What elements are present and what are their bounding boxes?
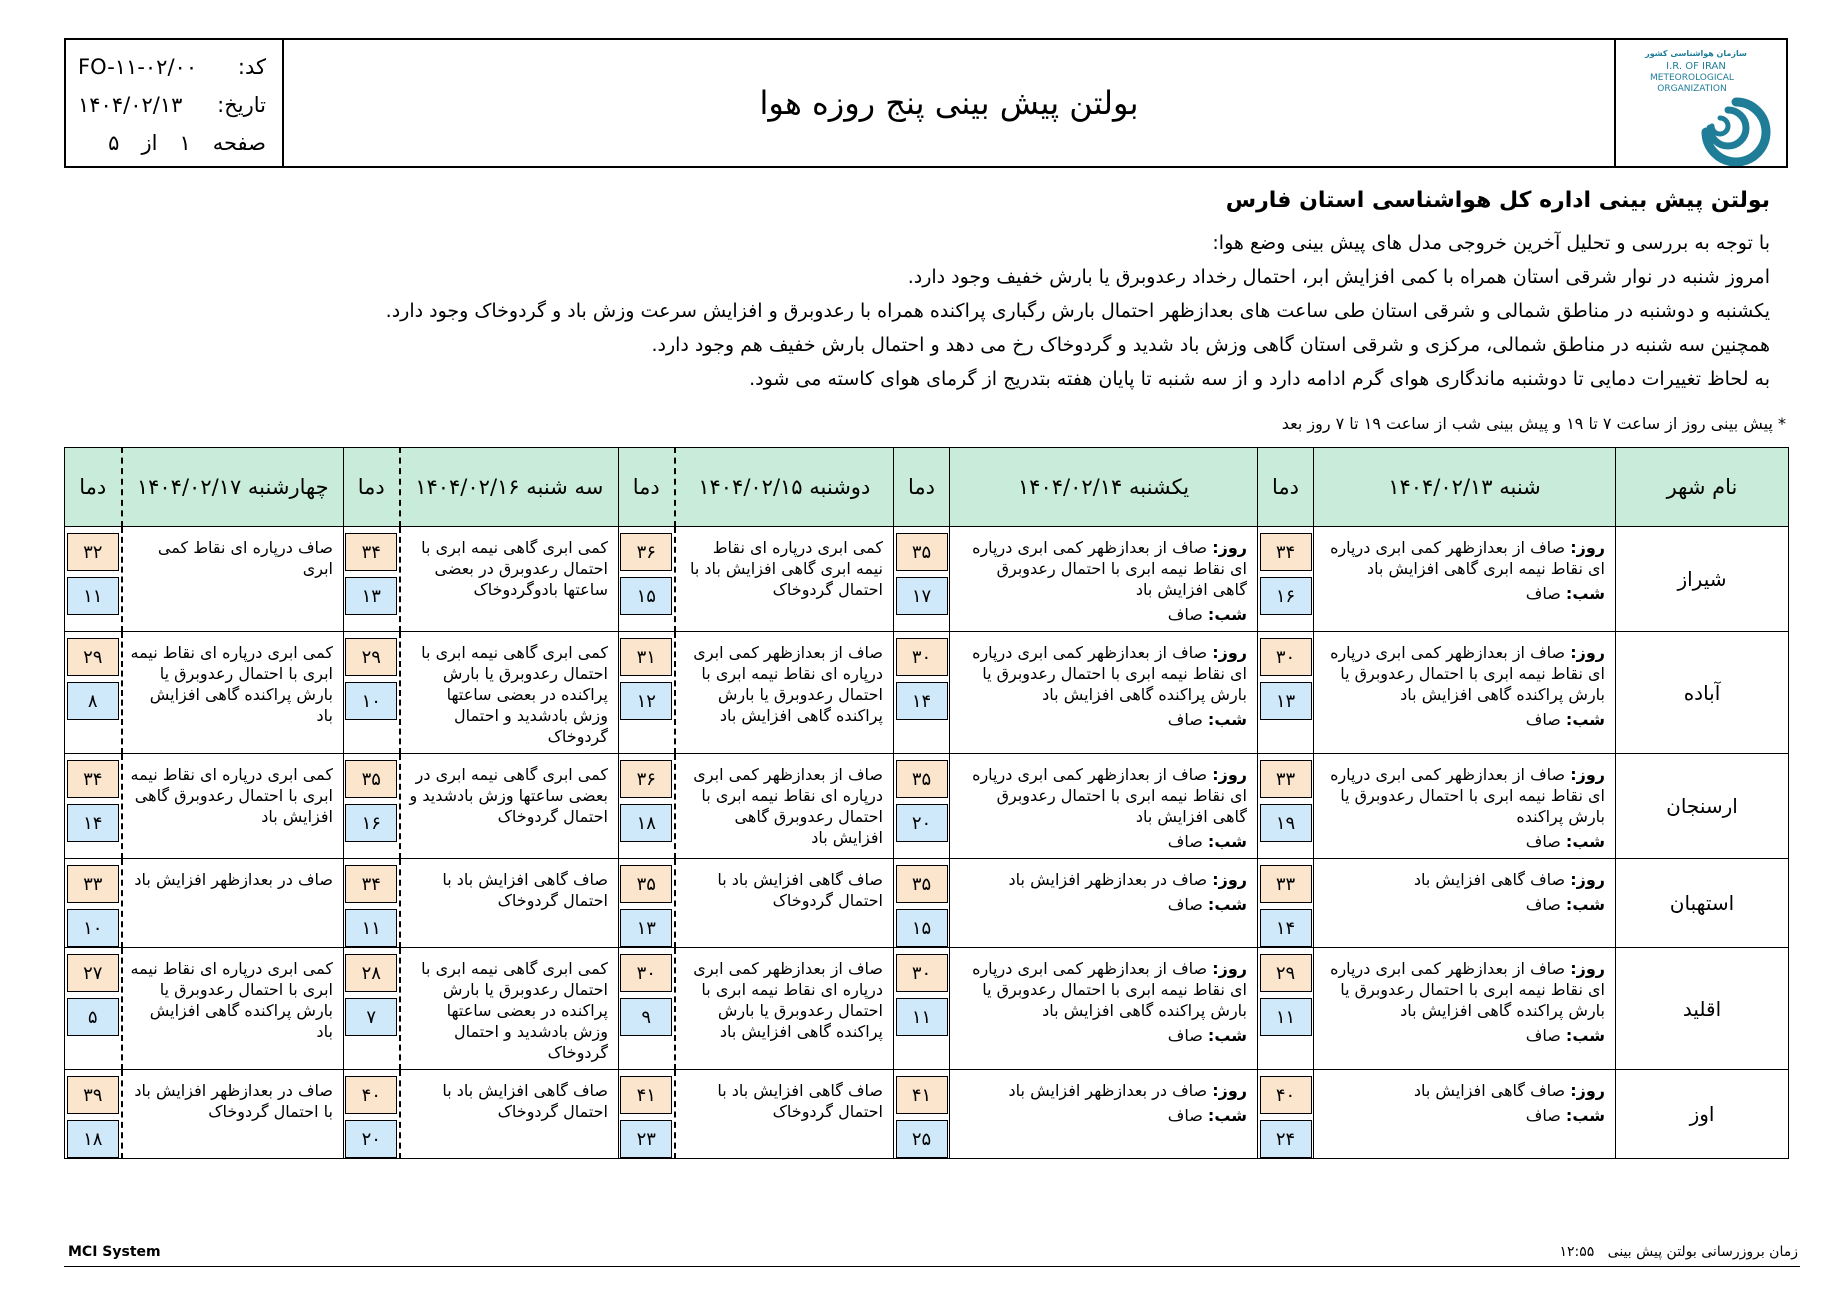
document-header bbox=[64, 38, 1788, 168]
day-forecast-text: صاف از بعدازظهر کمی ابری درپاره ای نقاط نیمه ابری با احتمال رعدوبرق گاهی افزایش باد bbox=[972, 765, 1247, 826]
d1-forecast bbox=[1314, 527, 1616, 632]
forecast-text: کمی ابری درپاره ای نقاط نیمه ابری با احتمال رعدوبرق گاهی افزایش باد bbox=[130, 765, 333, 826]
date-label: تاریخ: bbox=[217, 93, 266, 117]
max-temp: ۳۱ bbox=[620, 638, 672, 676]
night-forecast-text: صاف bbox=[1167, 832, 1203, 851]
day3-header: دوشنبه ۱۴۰۴/۰۲/۱۵ bbox=[675, 448, 894, 527]
day-forecast-text: صاف از بعدازظهر کمی ابری درپاره ای نقاط نیمه ابری با احتمال رعدوبرق یا بارش پراکنده bbox=[1330, 765, 1605, 826]
code-value: FO-۱۱-۰۲/۰۰ bbox=[78, 55, 198, 79]
max-temp: ۴۰ bbox=[1260, 1076, 1312, 1114]
d5-forecast bbox=[122, 632, 344, 754]
footer-system: MCI System bbox=[68, 1244, 161, 1260]
d1-forecast bbox=[1314, 632, 1616, 754]
d2-temperature bbox=[894, 754, 950, 859]
d2-temperature bbox=[894, 948, 950, 1070]
table-row bbox=[65, 754, 1789, 859]
d1-forecast bbox=[1314, 948, 1616, 1070]
d1-forecast bbox=[1314, 754, 1616, 859]
date-value: ۱۴۰۴/۰۲/۱۳ bbox=[78, 93, 183, 117]
day-label: روز: bbox=[1570, 1081, 1605, 1100]
max-temp: ۲۸ bbox=[345, 954, 397, 992]
page-title: بولتن پیش بینی پنج روزه هوا bbox=[759, 84, 1139, 122]
d3-forecast bbox=[675, 527, 894, 632]
max-temp: ۳۵ bbox=[620, 865, 672, 903]
night-forecast-text: صاف bbox=[1525, 584, 1561, 603]
day2-temp-header: دما bbox=[894, 448, 950, 527]
night-forecast-text: صاف bbox=[1525, 1026, 1561, 1045]
d3-forecast bbox=[675, 948, 894, 1070]
d1-temperature bbox=[1258, 754, 1314, 859]
min-temp: ۱۰ bbox=[67, 909, 119, 947]
bulletin-heading: بولتن پیش بینی اداره کل هواشناسی استان فارس bbox=[1225, 188, 1770, 213]
d1-temperature bbox=[1258, 632, 1314, 754]
d2-forecast bbox=[950, 632, 1258, 754]
min-temp: ۱۶ bbox=[1260, 577, 1312, 615]
d4-temperature bbox=[344, 1070, 400, 1159]
day-forecast-text: صاف از بعدازظهر کمی ابری درپاره ای نقاط نیمه ابری با احتمال رعدوبرق یا بارش پراکنده گاهی افزایش باد bbox=[972, 959, 1247, 1020]
logo-text-en-3: ORGANIZATION bbox=[1657, 84, 1727, 94]
d1-forecast bbox=[1314, 1070, 1616, 1159]
d4-forecast bbox=[400, 527, 619, 632]
night-forecast-text: صاف bbox=[1167, 605, 1203, 624]
d2-forecast bbox=[950, 754, 1258, 859]
forecast-text: صاف گاهی افزایش باد با احتمال گردوخاک bbox=[717, 1081, 883, 1121]
max-temp: ۳۰ bbox=[896, 954, 948, 992]
max-temp: ۳۵ bbox=[896, 760, 948, 798]
day-forecast-text: صاف از بعدازظهر کمی ابری درپاره ای نقاط نیمه ابری با احتمال رعدوبرق یا بارش پراکنده گاهی افزایش باد bbox=[972, 643, 1247, 704]
intro-paragraph-1: با توجه به بررسی و تحلیل آخرین خروجی مدل های پیش بینی وضع هوا: bbox=[1212, 232, 1770, 254]
day-label: روز: bbox=[1570, 538, 1605, 557]
min-temp: ۱۹ bbox=[1260, 804, 1312, 842]
d4-temperature bbox=[344, 632, 400, 754]
d3-forecast bbox=[675, 754, 894, 859]
d2-temperature bbox=[894, 632, 950, 754]
d5-temperature bbox=[65, 754, 122, 859]
d5-temperature bbox=[65, 948, 122, 1070]
forecast-time-note: * پیش بینی روز از ساعت ۷ تا ۱۹ و پیش بینی شب از ساعت ۱۹ تا ۷ روز بعد bbox=[1281, 414, 1786, 433]
max-temp: ۳۳ bbox=[1260, 865, 1312, 903]
document-meta bbox=[66, 40, 284, 166]
intro-paragraph-5: به لحاظ تغییرات دمایی تا دوشنبه ماندگاری هوای گرم ادامه دارد و از سه شنبه تا پایان هفته بتدریج از گرمای هوای کاسته می شود. bbox=[749, 368, 1770, 390]
forecast-text: کمی ابری درپاره ای نقاط نیمه ابری با احتمال رعدوبرق یا بارش پراکنده گاهی افزایش باد bbox=[130, 643, 333, 725]
d2-temperature bbox=[894, 1070, 950, 1159]
d3-temperature bbox=[619, 632, 675, 754]
d3-temperature bbox=[619, 948, 675, 1070]
city-name: اقلید bbox=[1616, 948, 1789, 1070]
update-time: ۱۲:۵۵ bbox=[1559, 1244, 1595, 1260]
max-temp: ۳۴ bbox=[67, 760, 119, 798]
forecast-text: کمی ابری گاهی نیمه ابری با احتمال رعدوبرق یا بارش پراکنده در بعضی ساعتها وزش بادشدید و احتمال گردوخاک bbox=[421, 959, 608, 1062]
city-name: شیراز bbox=[1616, 527, 1789, 632]
min-temp: ۸ bbox=[67, 682, 119, 720]
max-temp: ۲۷ bbox=[67, 954, 119, 992]
day-forecast-text: صاف از بعدازظهر کمی ابری درپاره ای نقاط نیمه ابری با احتمال رعدوبرق یا بارش پراکنده گاهی افزایش باد bbox=[1330, 959, 1605, 1020]
d1-temperature bbox=[1258, 1070, 1314, 1159]
forecast-table bbox=[64, 447, 1789, 1159]
d2-temperature bbox=[894, 859, 950, 948]
min-temp: ۲۰ bbox=[896, 804, 948, 842]
d5-temperature bbox=[65, 859, 122, 948]
day-label: روز: bbox=[1570, 870, 1605, 889]
night-label: شب: bbox=[1207, 1106, 1247, 1125]
day-forecast-text: صاف در بعدازظهر افزایش باد bbox=[1008, 1081, 1208, 1100]
day4-header: سه شنبه ۱۴۰۴/۰۲/۱۶ bbox=[400, 448, 619, 527]
city-name: اوز bbox=[1616, 1070, 1789, 1159]
day-forecast-text: صاف در بعدازظهر افزایش باد bbox=[1008, 870, 1208, 889]
d2-temperature bbox=[894, 527, 950, 632]
night-forecast-text: صاف bbox=[1167, 1026, 1203, 1045]
night-forecast-text: صاف bbox=[1167, 895, 1203, 914]
min-temp: ۲۵ bbox=[896, 1120, 948, 1158]
min-temp: ۹ bbox=[620, 998, 672, 1036]
night-forecast-text: صاف bbox=[1525, 832, 1561, 851]
footer-divider bbox=[64, 1266, 1800, 1267]
min-temp: ۷ bbox=[345, 998, 397, 1036]
max-temp: ۳۰ bbox=[896, 638, 948, 676]
d4-forecast bbox=[400, 754, 619, 859]
logo-text-en-1: I.R. OF IRAN bbox=[1666, 61, 1726, 72]
day-label: روز: bbox=[1212, 643, 1247, 662]
d1-temperature bbox=[1258, 948, 1314, 1070]
day-label: روز: bbox=[1212, 870, 1247, 889]
day5-temp-header: دما bbox=[65, 448, 122, 527]
min-temp: ۱۶ bbox=[345, 804, 397, 842]
min-temp: ۱۱ bbox=[896, 998, 948, 1036]
max-temp: ۴۰ bbox=[345, 1076, 397, 1114]
max-temp: ۲۹ bbox=[1260, 954, 1312, 992]
d4-forecast bbox=[400, 632, 619, 754]
code-label: کد: bbox=[237, 55, 266, 79]
forecast-text: صاف گاهی افزایش باد با احتمال گردوخاک bbox=[442, 1081, 608, 1121]
forecast-text: صاف گاهی افزایش باد با احتمال گردوخاک bbox=[717, 870, 883, 910]
forecast-text: صاف در بعدازظهر افزایش باد با احتمال گردوخاک bbox=[134, 1081, 333, 1121]
night-forecast-text: صاف bbox=[1525, 710, 1561, 729]
max-temp: ۳۶ bbox=[620, 760, 672, 798]
intro-paragraph-3: یکشنبه و دوشنبه در مناطق شمالی و شرقی استان طی ساعت های بعدازظهر احتمال بارش رگباری پراکنده همراه با رعدوبرق و افزایش سرعت وزش باد و گردوخاک وجود دارد. bbox=[385, 300, 1770, 322]
min-temp: ۱۳ bbox=[345, 577, 397, 615]
min-temp: ۱۷ bbox=[896, 577, 948, 615]
night-forecast-text: صاف bbox=[1525, 1106, 1561, 1125]
d5-forecast bbox=[122, 1070, 344, 1159]
forecast-text: کمی ابری درپاره ای نقاط نیمه ابری گاهی افزایش باد با احتمال گردوخاک bbox=[689, 538, 883, 599]
day2-header: یکشنبه ۱۴۰۴/۰۲/۱۴ bbox=[950, 448, 1258, 527]
day1-temp-header: دما bbox=[1258, 448, 1314, 527]
update-label: زمان بروزرسانی بولتن پیش بینی bbox=[1607, 1244, 1798, 1260]
forecast-text: کمی ابری گاهی نیمه ابری با احتمال رعدوبرق در بعضی ساعتها بادوگردوخاک bbox=[421, 538, 608, 599]
night-label: شب: bbox=[1565, 710, 1605, 729]
day-forecast-text: صاف از بعدازظهر کمی ابری درپاره ای نقاط نیمه ابری گاهی افزایش باد bbox=[1330, 538, 1605, 578]
footer-update bbox=[1560, 1244, 1799, 1260]
table-row bbox=[65, 527, 1789, 632]
organization-logo bbox=[1614, 40, 1786, 166]
d1-temperature bbox=[1258, 527, 1314, 632]
night-forecast-text: صاف bbox=[1525, 895, 1561, 914]
page-of: از bbox=[141, 131, 158, 155]
d4-forecast bbox=[400, 948, 619, 1070]
day3-temp-header: دما bbox=[619, 448, 675, 527]
max-temp: ۳۴ bbox=[1260, 533, 1312, 571]
max-temp: ۳۶ bbox=[620, 533, 672, 571]
night-label: شب: bbox=[1207, 710, 1247, 729]
max-temp: ۲۹ bbox=[67, 638, 119, 676]
min-temp: ۱۱ bbox=[1260, 998, 1312, 1036]
d3-temperature bbox=[619, 859, 675, 948]
page-label: صفحه bbox=[212, 131, 266, 155]
meteorological-organization-logo-icon bbox=[1616, 40, 1784, 166]
min-temp: ۱۵ bbox=[620, 577, 672, 615]
day-label: روز: bbox=[1212, 538, 1247, 557]
d5-forecast bbox=[122, 859, 344, 948]
page-current: ۱ bbox=[179, 131, 191, 155]
min-temp: ۱۱ bbox=[345, 909, 397, 947]
forecast-text: کمی ابری گاهی نیمه ابری در بعضی ساعتها وزش بادشدید و احتمال گردوخاک bbox=[409, 765, 608, 826]
table-row bbox=[65, 1070, 1789, 1159]
d4-temperature bbox=[344, 754, 400, 859]
d5-forecast bbox=[122, 527, 344, 632]
min-temp: ۲۳ bbox=[620, 1120, 672, 1158]
max-temp: ۲۹ bbox=[345, 638, 397, 676]
max-temp: ۴۱ bbox=[896, 1076, 948, 1114]
day-label: روز: bbox=[1212, 765, 1247, 784]
night-label: شب: bbox=[1565, 895, 1605, 914]
d5-forecast bbox=[122, 754, 344, 859]
city-name: آباده bbox=[1616, 632, 1789, 754]
d5-temperature bbox=[65, 632, 122, 754]
intro-paragraph-2: امروز شنبه در نوار شرقی استان همراه با کمی افزایش ابر، احتمال رخداد رعدوبرق یا بارش خفیف وجود دارد. bbox=[907, 266, 1770, 288]
d3-forecast bbox=[675, 859, 894, 948]
day-label: روز: bbox=[1212, 1081, 1247, 1100]
table-header-row bbox=[65, 448, 1789, 527]
max-temp: ۳۲ bbox=[67, 533, 119, 571]
d4-temperature bbox=[344, 527, 400, 632]
day-label: روز: bbox=[1570, 959, 1605, 978]
min-temp: ۱۳ bbox=[620, 909, 672, 947]
night-label: شب: bbox=[1565, 1106, 1605, 1125]
max-temp: ۳۵ bbox=[896, 865, 948, 903]
d5-temperature bbox=[65, 527, 122, 632]
min-temp: ۲۴ bbox=[1260, 1120, 1312, 1158]
day-label: روز: bbox=[1212, 959, 1247, 978]
forecast-text: کمی ابری گاهی نیمه ابری با احتمال رعدوبرق یا بارش پراکنده در بعضی ساعتها وزش بادشدید و احتمال گردوخاک bbox=[421, 643, 608, 746]
forecast-text: صاف گاهی افزایش باد با احتمال گردوخاک bbox=[442, 870, 608, 910]
table-row bbox=[65, 632, 1789, 754]
max-temp: ۴۱ bbox=[620, 1076, 672, 1114]
min-temp: ۱۴ bbox=[67, 804, 119, 842]
max-temp: ۳۵ bbox=[345, 760, 397, 798]
day-label: روز: bbox=[1570, 765, 1605, 784]
min-temp: ۵ bbox=[67, 998, 119, 1036]
day-forecast-text: صاف گاهی افزایش باد bbox=[1413, 1081, 1566, 1100]
d4-forecast bbox=[400, 1070, 619, 1159]
night-label: شب: bbox=[1565, 584, 1605, 603]
forecast-text: صاف از بعدازظهر کمی ابری درپاره ای نقاط نیمه ابری با احتمال رعدوبرق یا بارش پراکنده گاهی افزایش باد bbox=[693, 959, 883, 1041]
day4-temp-header: دما bbox=[344, 448, 400, 527]
night-label: شب: bbox=[1207, 895, 1247, 914]
min-temp: ۱۲ bbox=[620, 682, 672, 720]
min-temp: ۱۸ bbox=[620, 804, 672, 842]
forecast-text: صاف در بعدازظهر افزایش باد bbox=[134, 870, 333, 889]
day5-header: چهارشنبه ۱۴۰۴/۰۲/۱۷ bbox=[122, 448, 344, 527]
max-temp: ۳۰ bbox=[620, 954, 672, 992]
logo-text-fa: سازمان هواشناسی کشور bbox=[1645, 49, 1747, 58]
min-temp: ۱۴ bbox=[896, 682, 948, 720]
forecast-text: صاف از بعدازظهر کمی ابری درپاره ای نقاط نیمه ابری با احتمال رعدوبرق یا بارش پراکنده گاهی افزایش باد bbox=[693, 643, 883, 725]
d2-forecast bbox=[950, 1070, 1258, 1159]
table-row bbox=[65, 859, 1789, 948]
min-temp: ۱۵ bbox=[896, 909, 948, 947]
d3-forecast bbox=[675, 632, 894, 754]
min-temp: ۱۱ bbox=[67, 577, 119, 615]
night-label: شب: bbox=[1565, 832, 1605, 851]
d3-temperature bbox=[619, 1070, 675, 1159]
intro-paragraph-4: همچنین سه شنبه در مناطق شمالی، مرکزی و شرقی استان گاهی وزش باد شدید و گردوخاک رخ می دهد و احتمال بارش خفیف هم وجود دارد. bbox=[651, 334, 1770, 356]
max-temp: ۳۳ bbox=[1260, 760, 1312, 798]
min-temp: ۱۰ bbox=[345, 682, 397, 720]
night-label: شب: bbox=[1207, 605, 1247, 624]
d3-temperature bbox=[619, 527, 675, 632]
logo-text-en-2: METEOROLOGICAL bbox=[1650, 73, 1734, 83]
d5-temperature bbox=[65, 1070, 122, 1159]
max-temp: ۳۳ bbox=[67, 865, 119, 903]
min-temp: ۲۰ bbox=[345, 1120, 397, 1158]
d3-forecast bbox=[675, 1070, 894, 1159]
d2-forecast bbox=[950, 859, 1258, 948]
d1-forecast bbox=[1314, 859, 1616, 948]
page-total: ۵ bbox=[108, 131, 120, 155]
d5-forecast bbox=[122, 948, 344, 1070]
day-forecast-text: صاف از بعدازظهر کمی ابری درپاره ای نقاط نیمه ابری با احتمال رعدوبرق گاهی افزایش باد bbox=[972, 538, 1247, 599]
max-temp: ۳۴ bbox=[345, 533, 397, 571]
forecast-text: صاف از بعدازظهر کمی ابری درپاره ای نقاط نیمه ابری با احتمال رعدوبرق گاهی افزایش باد bbox=[693, 765, 883, 847]
night-label: شب: bbox=[1207, 832, 1247, 851]
max-temp: ۳۰ bbox=[1260, 638, 1312, 676]
forecast-text: کمی ابری درپاره ای نقاط نیمه ابری با احتمال رعدوبرق یا بارش پراکنده گاهی افزایش باد bbox=[130, 959, 333, 1041]
min-temp: ۱۳ bbox=[1260, 682, 1312, 720]
city-name: استهبان bbox=[1616, 859, 1789, 948]
night-label: شب: bbox=[1207, 1026, 1247, 1045]
d4-temperature bbox=[344, 948, 400, 1070]
d1-temperature bbox=[1258, 859, 1314, 948]
night-label: شب: bbox=[1565, 1026, 1605, 1045]
city-name: ارسنجان bbox=[1616, 754, 1789, 859]
day1-header: شنبه ۱۴۰۴/۰۲/۱۳ bbox=[1314, 448, 1616, 527]
day-forecast-text: صاف از بعدازظهر کمی ابری درپاره ای نقاط نیمه ابری با احتمال رعدوبرق یا بارش پراکنده گاهی افزایش باد bbox=[1330, 643, 1605, 704]
min-temp: ۱۴ bbox=[1260, 909, 1312, 947]
d4-forecast bbox=[400, 859, 619, 948]
max-temp: ۳۵ bbox=[896, 533, 948, 571]
max-temp: ۳۴ bbox=[345, 865, 397, 903]
min-temp: ۱۸ bbox=[67, 1120, 119, 1158]
day-forecast-text: صاف گاهی افزایش باد bbox=[1413, 870, 1566, 889]
night-forecast-text: صاف bbox=[1167, 710, 1203, 729]
city-column-header: نام شهر bbox=[1616, 448, 1789, 527]
table-row bbox=[65, 948, 1789, 1070]
d4-temperature bbox=[344, 859, 400, 948]
forecast-text: صاف درپاره ای نقاط کمی ابری bbox=[157, 538, 333, 578]
max-temp: ۳۹ bbox=[67, 1076, 119, 1114]
d3-temperature bbox=[619, 754, 675, 859]
day-label: روز: bbox=[1570, 643, 1605, 662]
d2-forecast bbox=[950, 948, 1258, 1070]
night-forecast-text: صاف bbox=[1167, 1106, 1203, 1125]
d2-forecast bbox=[950, 527, 1258, 632]
